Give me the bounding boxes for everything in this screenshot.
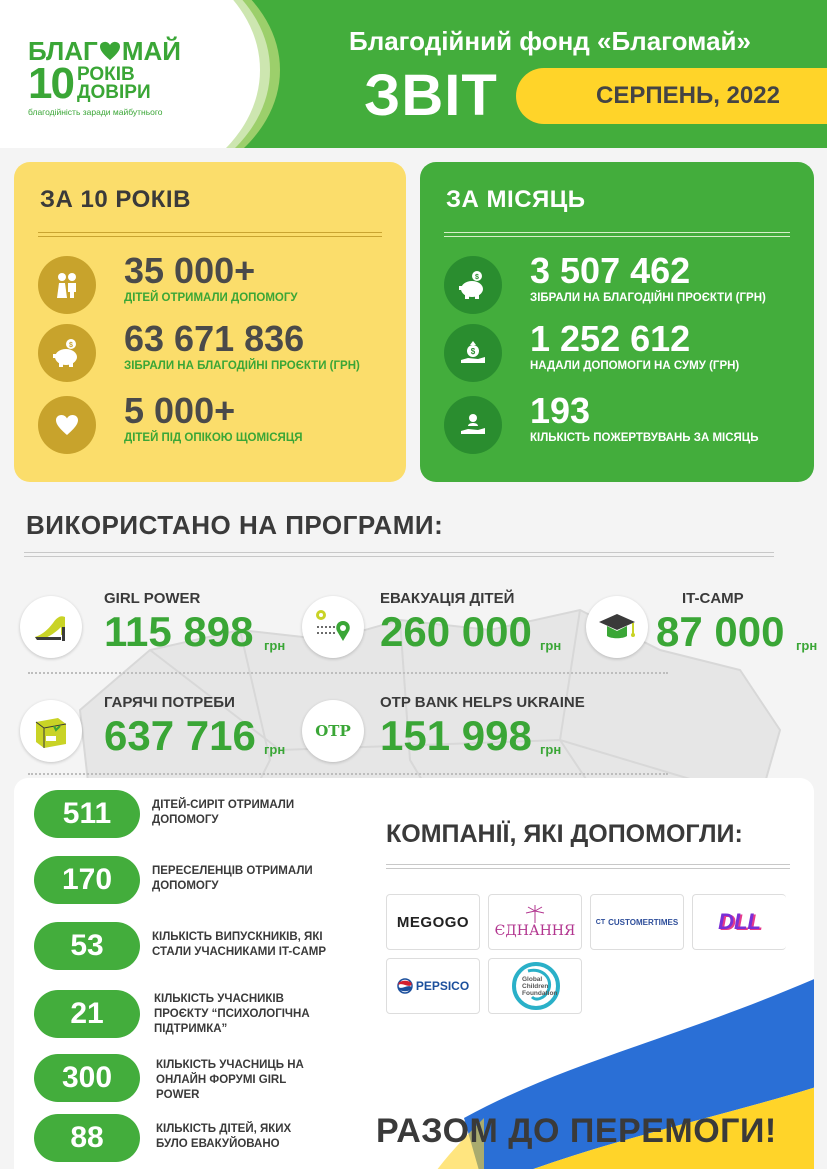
program-value: 637 716 bbox=[104, 712, 256, 759]
result-value-pill: 53 bbox=[34, 922, 140, 970]
program-unit: грн bbox=[796, 638, 818, 653]
divider bbox=[444, 232, 790, 237]
program-otp-bank bbox=[302, 694, 602, 774]
logo-tagline: благодійність заради майбутнього bbox=[28, 107, 163, 117]
result-label: ДІТЕЙ-СИРІТ ОТРИМАЛИ ДОПОМОГУ bbox=[152, 799, 295, 826]
logo-wordmark-right: МАЙ bbox=[121, 36, 181, 66]
panel-title: ЗА МІСЯЦЬ bbox=[446, 186, 586, 213]
otp-logo-text: OTP bbox=[315, 722, 351, 740]
heart-icon bbox=[38, 396, 96, 454]
stat-value: 3 507 462 bbox=[530, 250, 691, 291]
dotted-divider bbox=[28, 773, 668, 775]
company-name: CUSTOMERTIMES bbox=[608, 917, 679, 927]
svg-text:$: $ bbox=[470, 347, 476, 356]
high-heel-shoe-icon bbox=[20, 596, 82, 658]
program-name: IT-CAMP bbox=[682, 590, 744, 607]
program-name: OTP BANK HELPS UKRAINE bbox=[380, 694, 585, 711]
foundation-name: Благодійний фонд «Благомай» bbox=[349, 26, 751, 56]
header-banner bbox=[0, 0, 827, 148]
global-children-foundation-emblem bbox=[498, 961, 572, 1011]
logo-wordmark-left: БЛАГ bbox=[28, 36, 98, 66]
company-logo-ednannia bbox=[488, 894, 582, 950]
logo-word-trust: ДОВІРИ bbox=[76, 82, 151, 103]
report-period: СЕРПЕНЬ, 2022 bbox=[596, 82, 780, 109]
stat-children-in-care bbox=[38, 392, 388, 456]
package-box-icon bbox=[20, 700, 82, 762]
divider bbox=[386, 864, 790, 869]
report-title: ЗВІТ bbox=[364, 63, 498, 128]
svg-text:$: $ bbox=[69, 342, 73, 349]
svg-text:$: $ bbox=[475, 274, 479, 281]
logo-word-years: РОКІВ bbox=[76, 64, 135, 85]
stat-label: КІЛЬКІСТЬ ПОЖЕРТВУВАНЬ ЗА МІСЯЦЬ bbox=[530, 432, 759, 444]
slogan: РАЗОМ ДО ПЕРЕМОГИ! bbox=[376, 1112, 777, 1150]
logo-number: 10 bbox=[28, 59, 73, 108]
stat-value: 35 000+ bbox=[124, 250, 256, 291]
stat-total-raised bbox=[38, 320, 388, 384]
emblem-line2: Children bbox=[522, 983, 549, 990]
result-value-pill: 170 bbox=[34, 856, 140, 904]
divider bbox=[24, 552, 774, 557]
company-logo-pepsico bbox=[386, 958, 480, 1014]
month-panel bbox=[420, 162, 814, 482]
otp-logo-icon bbox=[302, 700, 364, 762]
program-unit: грн bbox=[540, 638, 562, 653]
company-name: MEGOGO bbox=[396, 913, 470, 931]
program-value: 115 898 bbox=[104, 608, 254, 655]
company-logo-customertimes bbox=[590, 894, 684, 950]
stat-month-aid bbox=[444, 320, 794, 384]
foundation-logo bbox=[28, 38, 208, 128]
piggy-bank-icon bbox=[38, 324, 96, 382]
result-value-pill: 88 bbox=[34, 1114, 140, 1162]
result-value-pill: 21 bbox=[34, 990, 140, 1038]
piggy-bank-icon bbox=[444, 256, 502, 314]
program-girl-power bbox=[20, 590, 300, 670]
result-value-pill: 300 bbox=[34, 1054, 140, 1102]
program-it-camp bbox=[586, 590, 822, 670]
program-unit: грн bbox=[264, 742, 286, 757]
result-label: ПЕРЕСЕЛЕНЦІВ ОТРИМАЛИ ДОПОМОГУ bbox=[152, 865, 313, 892]
graduation-cap-icon bbox=[586, 596, 648, 658]
stat-value: 63 671 836 bbox=[124, 318, 305, 359]
heart-icon bbox=[99, 41, 121, 61]
program-value: 151 998 bbox=[380, 712, 532, 759]
program-value: 87 000 bbox=[656, 608, 785, 655]
pepsico-globe-icon bbox=[397, 978, 413, 994]
route-map-pin-icon bbox=[302, 596, 364, 658]
divider bbox=[38, 232, 382, 237]
program-value: 260 000 bbox=[380, 608, 532, 655]
emblem-line1: Global bbox=[522, 976, 543, 983]
stat-label: ДІТЕЙ ПІД ОПІКОЮ ЩОМІСЯЦЯ bbox=[124, 432, 303, 444]
program-urgent-needs bbox=[20, 694, 300, 774]
programs-title: ВИКОРИСТАНО НА ПРОГРАМИ: bbox=[26, 510, 444, 540]
company-name: DLL bbox=[718, 909, 761, 934]
program-name: GIRL POWER bbox=[104, 590, 201, 607]
program-unit: грн bbox=[264, 638, 286, 653]
stat-month-raised bbox=[444, 252, 794, 316]
result-value-pill: 511 bbox=[34, 790, 140, 838]
program-name: ГАРЯЧІ ПОТРЕБИ bbox=[104, 694, 235, 711]
stat-children-helped bbox=[38, 252, 388, 316]
stat-label: ДІТЕЙ ОТРИМАЛИ ДОПОМОГУ bbox=[124, 292, 298, 304]
emblem-line3: Foundation bbox=[522, 990, 558, 997]
children-icon bbox=[38, 256, 96, 314]
result-label: КІЛЬКІСТЬ УЧАСНИКІВ ПРОЄКТУ “ПСИХОЛОГІЧНА ПІДТРИМКА” bbox=[154, 993, 310, 1035]
company-logo-megogo bbox=[386, 894, 480, 950]
dandelion-icon bbox=[520, 905, 550, 923]
dotted-divider bbox=[28, 672, 668, 674]
donation-hand-icon bbox=[444, 396, 502, 454]
company-mark: CT bbox=[595, 918, 606, 926]
company-logo-dll bbox=[692, 894, 786, 950]
stat-month-donations bbox=[444, 392, 794, 456]
panel-title: ЗА 10 РОКІВ bbox=[40, 186, 191, 213]
stat-value: 1 252 612 bbox=[530, 318, 691, 359]
program-name: ЕВАКУАЦІЯ ДІТЕЙ bbox=[380, 590, 515, 607]
stat-label: ЗІБРАЛИ НА БЛАГОДІЙНІ ПРОЄКТИ (ГРН) bbox=[530, 292, 766, 304]
ten-years-panel bbox=[14, 162, 406, 482]
company-name: PEPSICO bbox=[415, 979, 470, 993]
company-name: ЄДНАННЯ bbox=[494, 923, 576, 939]
stat-value: 5 000+ bbox=[124, 390, 236, 431]
program-unit: грн bbox=[540, 742, 562, 757]
stat-label: НАДАЛИ ДОПОМОГИ НА СУМУ (ГРН) bbox=[530, 360, 740, 372]
companies-title: КОМПАНІЇ, ЯКІ ДОПОМОГЛИ: bbox=[386, 820, 743, 848]
results-card bbox=[14, 778, 814, 1169]
stat-label: ЗІБРАЛИ НА БЛАГОДІЙНІ ПРОЄКТИ (ГРН) bbox=[124, 360, 360, 372]
program-evacuation bbox=[302, 590, 582, 670]
result-label: КІЛЬКІСТЬ ДІТЕЙ, ЯКИХ БУЛО ЕВАКУЙОВАНО bbox=[156, 1123, 292, 1150]
result-label: КІЛЬКІСТЬ УЧАСНИЦЬ НА ОНЛАЙН ФОРУМІ GIRL POWER bbox=[156, 1059, 304, 1101]
company-logo-global-children-foundation bbox=[488, 958, 582, 1014]
money-bag-hand-icon bbox=[444, 324, 502, 382]
stat-value: 193 bbox=[530, 390, 591, 431]
result-label: КІЛЬКІСТЬ ВИПУСКНИКІВ, ЯКІ СТАЛИ УЧАСНИКАМИ IT-CAMP bbox=[152, 931, 327, 958]
